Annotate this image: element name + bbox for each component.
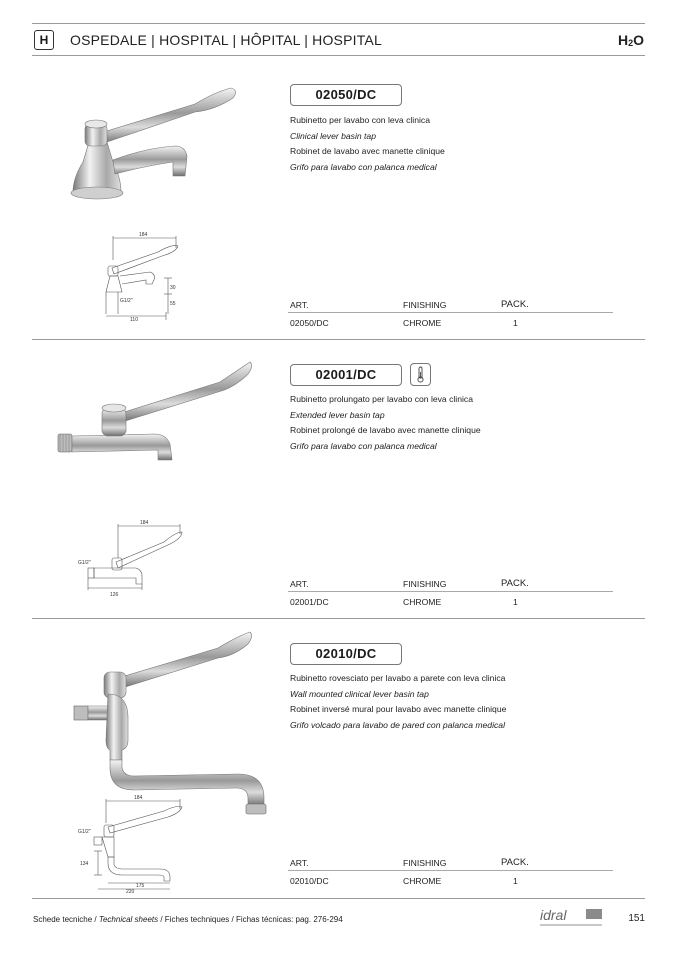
dim-thread: G1/2" <box>120 298 133 304</box>
desc-fr: Robinet prolongé de lavabo avec manette clinique <box>290 425 481 435</box>
cell-art: 02050/DC <box>290 318 329 328</box>
product-description <box>290 113 445 175</box>
hospital-icon <box>34 30 54 50</box>
page-title: OSPEDALE | HOSPITAL | HÔPITAL | HOSPITAL <box>70 32 382 48</box>
hospital-icon-letter: H <box>39 33 49 47</box>
logo-text: idral <box>540 907 567 923</box>
desc-fr: Robinet de lavabo avec manette clinique <box>290 146 445 156</box>
dim-bottom-a: 175 <box>136 883 145 889</box>
dim-bottom: 110 <box>130 317 138 322</box>
product-description <box>290 671 506 733</box>
product-code-box: 02010/DC <box>290 643 402 665</box>
section-divider <box>32 618 645 619</box>
product-photo-02010 <box>68 628 268 818</box>
tech-drawing-02050 <box>98 232 188 322</box>
table-rule <box>288 312 613 313</box>
col-finishing-header: FINISHING <box>403 300 447 310</box>
col-pack-header: PACK. <box>501 857 529 868</box>
desc-en: Clinical lever basin tap <box>290 130 376 141</box>
dim-right-a: 30 <box>170 285 176 291</box>
desc-es: Grifo volcado para lavabo de pared con palanca medical <box>290 719 505 730</box>
col-art-header: ART. <box>290 300 309 310</box>
tech-drawing-02010 <box>78 793 188 893</box>
cell-finishing: CHROME <box>403 597 442 607</box>
header-bottom-rule <box>32 55 645 56</box>
desc-it: Rubinetto rovesciato per lavabo a parete con leva clinica <box>290 673 506 683</box>
h2o-label: $H_2O$ <box>617 32 644 48</box>
idral-logo <box>538 906 608 935</box>
col-pack-header: PACK. <box>501 299 529 310</box>
col-art-header: ART. <box>290 858 309 868</box>
product-photo-02001 <box>50 356 260 476</box>
product-code-box: 02001/DC <box>290 364 402 386</box>
col-pack-header: PACK. <box>501 578 529 589</box>
table-rule <box>288 870 613 871</box>
dim-bottom-b: 220 <box>126 889 135 893</box>
table-rule <box>288 591 613 592</box>
product-code-box: 02050/DC <box>290 84 402 106</box>
dim-bottom: 126 <box>110 592 119 598</box>
desc-en: Extended lever basin tap <box>290 409 385 420</box>
footer-technical-sheets: Schede tecniche / Technical sheets / Fiches techniques / Fichas técnicas: pag. 276-294 <box>33 915 343 924</box>
thermometer-icon <box>410 363 431 386</box>
desc-it: Rubinetto per lavabo con leva clinica <box>290 115 430 125</box>
dim-thread: G1/2" <box>78 560 91 566</box>
product-description <box>290 392 481 454</box>
dim-top: 184 <box>140 520 149 526</box>
dim-right-b: 55 <box>170 301 176 307</box>
dim-top: 184 <box>134 795 143 801</box>
footer-rule <box>32 898 645 899</box>
desc-fr: Robinet inversé mural pour lavabo avec manette clinique <box>290 704 507 714</box>
col-finishing-header: FINISHING <box>403 579 447 589</box>
dim-top: 184 <box>139 232 148 238</box>
cell-art: 02010/DC <box>290 876 329 886</box>
page-number: 151 <box>628 913 645 924</box>
dim-thread: G1/2" <box>78 829 91 835</box>
desc-es: Grifo para lavabo con palanca medical <box>290 161 437 172</box>
cell-art: 02001/DC <box>290 597 329 607</box>
tech-drawing-02001 <box>78 518 188 598</box>
cell-pack: 1 <box>513 597 518 607</box>
cell-finishing: CHROME <box>403 318 442 328</box>
dim-left: 134 <box>80 861 89 867</box>
desc-en: Wall mounted clinical lever basin tap <box>290 688 429 699</box>
desc-it: Rubinetto prolungato per lavabo con leva clinica <box>290 394 473 404</box>
desc-es: Grifo para lavabo con palanca medical <box>290 440 437 451</box>
top-rule <box>32 23 645 24</box>
col-art-header: ART. <box>290 579 309 589</box>
cell-pack: 1 <box>513 318 518 328</box>
col-finishing-header: FINISHING <box>403 858 447 868</box>
cell-finishing: CHROME <box>403 876 442 886</box>
section-divider <box>32 339 645 340</box>
cell-pack: 1 <box>513 876 518 886</box>
product-photo-02050 <box>55 82 245 212</box>
